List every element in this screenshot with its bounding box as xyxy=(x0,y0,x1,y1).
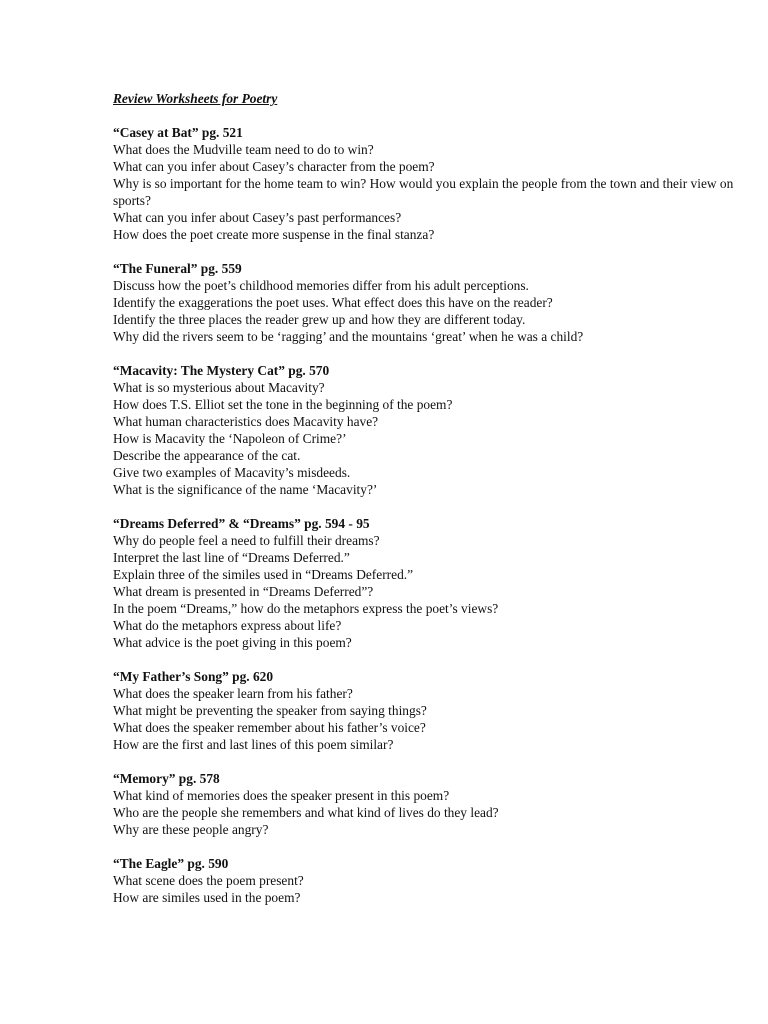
question-line: Identify the exaggerations the poet uses. What effect does this have on the reader? xyxy=(113,295,553,310)
poem-section xyxy=(113,515,753,651)
section-heading: “My Father’s Song” pg. 620 xyxy=(113,669,274,684)
question-line: What is the significance of the name ‘Macavity?’ xyxy=(113,482,378,497)
poem-section xyxy=(113,770,753,838)
question-line: How are similes used in the poem? xyxy=(113,890,301,905)
document-title: Review Worksheets for Poetry xyxy=(113,91,278,106)
poem-section xyxy=(113,668,753,753)
poem-section xyxy=(113,260,753,345)
question-line: What does the speaker remember about his father’s voice? xyxy=(113,720,426,735)
question-line: How does the poet create more suspense in the final stanza? xyxy=(113,227,435,242)
document-content xyxy=(113,90,753,923)
question-line: What do the metaphors express about life? xyxy=(113,618,342,633)
question-line: What is so mysterious about Macavity? xyxy=(113,380,325,395)
question-line: What scene does the poem present? xyxy=(113,873,304,888)
question-line: Explain three of the similes used in “Dreams Deferred.” xyxy=(113,567,414,582)
question-line: How is Macavity the ‘Napoleon of Crime?’ xyxy=(113,431,347,446)
question-line: Interpret the last line of “Dreams Deferred.” xyxy=(113,550,350,565)
question-line: What advice is the poet giving in this poem? xyxy=(113,635,352,650)
question-line: How are the first and last lines of this poem similar? xyxy=(113,737,394,752)
question-line: Describe the appearance of the cat. xyxy=(113,448,301,463)
question-line: In the poem “Dreams,” how do the metaphors express the poet’s views? xyxy=(113,601,499,616)
question-line: Identify the three places the reader grew up and how they are different today. xyxy=(113,312,526,327)
question-line: Give two examples of Macavity’s misdeeds. xyxy=(113,465,351,480)
question-line: What human characteristics does Macavity have? xyxy=(113,414,379,429)
question-line: Why did the rivers seem to be ‘ragging’ and the mountains ‘great’ when he was a child? xyxy=(113,329,584,344)
poem-section xyxy=(113,855,753,906)
poem-section xyxy=(113,362,753,498)
question-line: What does the Mudville team need to do to win? xyxy=(113,142,374,157)
section-heading: “Dreams Deferred” & “Dreams” pg. 594 - 95 xyxy=(113,516,370,531)
section-heading: “The Funeral” pg. 559 xyxy=(113,261,242,276)
section-heading: “The Eagle” pg. 590 xyxy=(113,856,229,871)
question-line: How does T.S. Elliot set the tone in the beginning of the poem? xyxy=(113,397,453,412)
question-line: What does the speaker learn from his father? xyxy=(113,686,353,701)
question-line: What might be preventing the speaker from saying things? xyxy=(113,703,427,718)
question-line: Why do people feel a need to fulfill their dreams? xyxy=(113,533,380,548)
sections-container xyxy=(113,124,753,906)
question-line: Who are the people she remembers and what kind of lives do they lead? xyxy=(113,805,499,820)
question-line: What kind of memories does the speaker present in this poem? xyxy=(113,788,450,803)
question-line: What dream is presented in “Dreams Deferred”? xyxy=(113,584,374,599)
section-heading: “Macavity: The Mystery Cat” pg. 570 xyxy=(113,363,330,378)
question-line: Why is so important for the home team to win? How would you explain the people from the town and their view on sports? xyxy=(113,176,734,208)
question-line: What can you infer about Casey’s character from the poem? xyxy=(113,159,435,174)
section-heading: “Memory” pg. 578 xyxy=(113,771,220,786)
question-line: Why are these people angry? xyxy=(113,822,269,837)
poem-section xyxy=(113,124,753,243)
question-line: Discuss how the poet’s childhood memories differ from his adult perceptions. xyxy=(113,278,529,293)
section-heading: “Casey at Bat” pg. 521 xyxy=(113,125,243,140)
question-line: What can you infer about Casey’s past performances? xyxy=(113,210,402,225)
